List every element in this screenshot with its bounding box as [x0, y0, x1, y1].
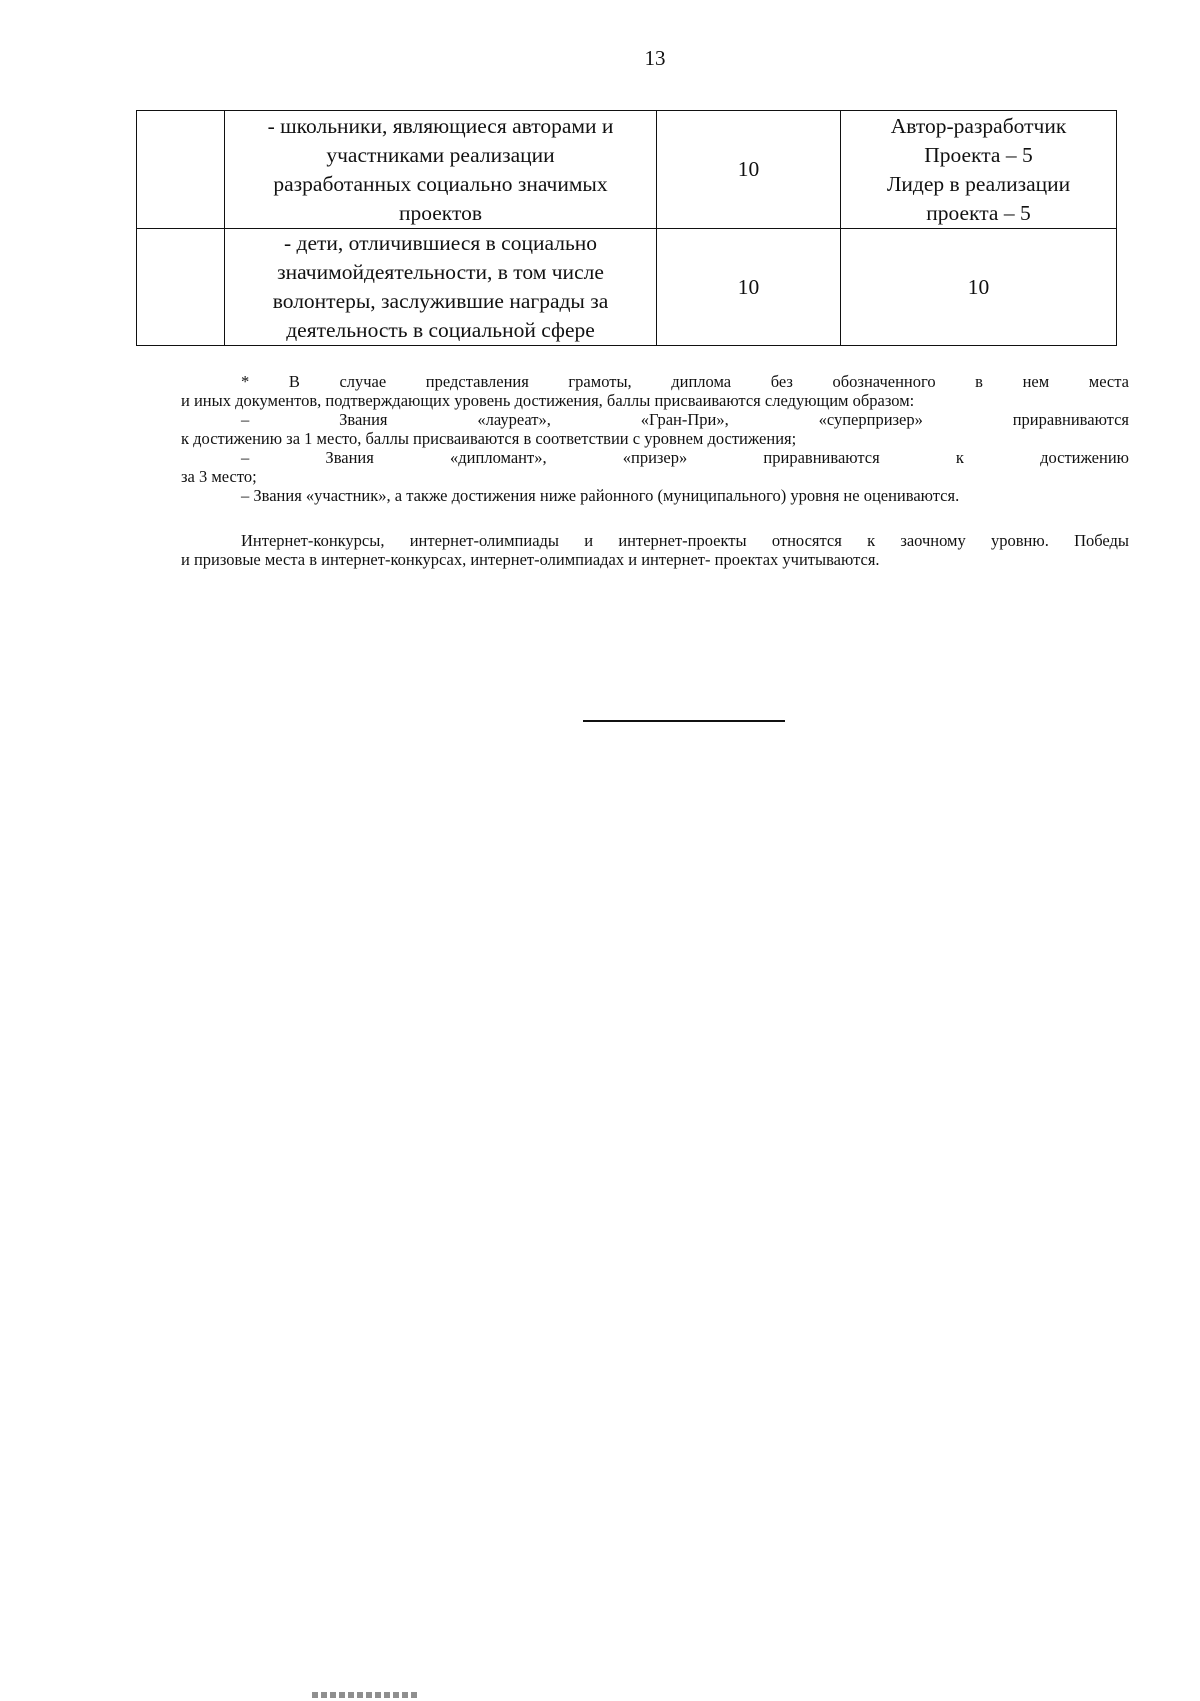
internet-note-text: и призовые места в интернет-конкурсах, интернет-олимпиадах и интернет- проектах учитываются. [181, 550, 880, 569]
end-of-document-rule [583, 720, 785, 722]
description-line: деятельность в социальной сфере [286, 318, 595, 342]
note-text: – Звания «участник», а также достижения ниже районного (муниципального) уровня не оцениваются. [241, 486, 960, 505]
criterion-description-cell [225, 111, 657, 229]
max-points-cell: 10 [657, 229, 841, 346]
description-line: волонтеры, заслужившие награды за [272, 289, 609, 313]
scan-artifact [312, 1692, 420, 1698]
description-line: проектов [399, 200, 482, 225]
page-number: 13 [644, 46, 666, 70]
description-line: - школьники, являющиеся авторами и [267, 113, 614, 138]
description-line: разработанных социально значимых [273, 171, 608, 196]
note-text: – Звания «дипломант», «призер» приравниваются к достижению [241, 448, 1129, 467]
table-row [137, 229, 1117, 346]
note-text: – Звания «лауреат», «Гран-При», «суперпризер» приравниваются [241, 410, 1129, 429]
note-text: к достижению за 1 место, баллы присваиваются в соответствии с уровнем достижения; [181, 429, 797, 448]
description-line: - дети, отличившиеся в социально [284, 231, 597, 255]
scoring-line: Автор-разработчик [890, 113, 1067, 138]
note-text: за 3 место; [181, 467, 257, 486]
scoring-line: 10 [967, 274, 990, 299]
note-text: и иных документов, подтверждающих уровень достижения, баллы присваиваются следующим образом: [181, 391, 915, 410]
description-line: значимойдеятельности, в том числе [277, 260, 604, 284]
max-points-cell: 10 [657, 111, 841, 229]
table-row [137, 111, 1117, 229]
scoring-line: Лидер в реализации [886, 171, 1071, 196]
description-line: участниками реализации [326, 142, 555, 167]
scoring-table [136, 110, 1117, 346]
internet-note-text: Интернет-конкурсы, интернет-олимпиады и интернет-проекты относятся к заочному уровню. Победы [241, 531, 1129, 550]
criterion-description-cell [225, 229, 657, 346]
note-text: * В случае представления грамоты, диплома без обозначенного в нем места [241, 372, 1129, 391]
row-number-cell [137, 111, 225, 229]
scoring-line: проекта – 5 [926, 200, 1031, 225]
scoring-line: Проекта – 5 [924, 142, 1033, 167]
footnotes [181, 372, 1129, 569]
scoring-cell [841, 111, 1117, 229]
row-number-cell [137, 229, 225, 346]
scoring-cell [841, 229, 1117, 346]
